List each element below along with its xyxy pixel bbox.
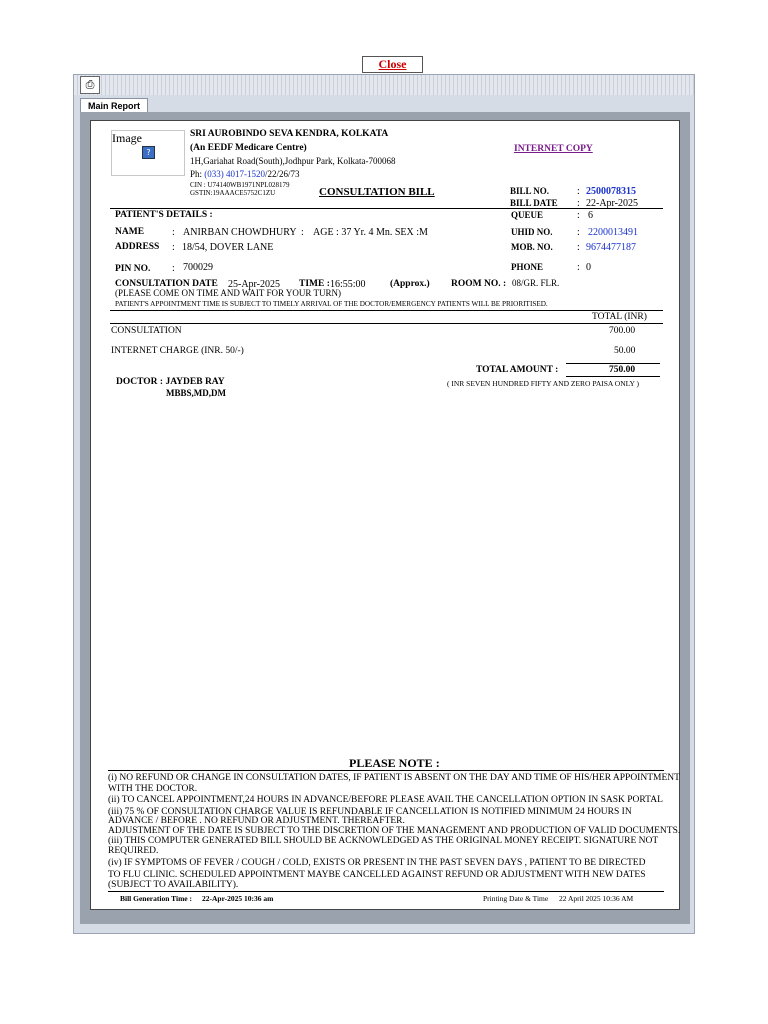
note-line: (iv) IF SYMPTOMS OF FEVER / COUGH / COLD, EXISTS OR PRESENT IN THE PAST SEVEN DAYS , PATIENT TO BE DIRECTED: [108, 858, 646, 868]
age-sex: AGE : 37 Yr. 4 Mn. SEX :M: [313, 227, 428, 238]
divider: [110, 310, 663, 311]
consultation-time: 16:55:00: [330, 279, 366, 290]
org-sub: (An EEDF Medicare Centre): [190, 143, 307, 153]
image-label: Image: [112, 131, 142, 145]
colon: :: [577, 210, 580, 221]
phone-rest: /22/26/73: [265, 169, 300, 179]
charge-amount: 700.00: [609, 326, 636, 336]
note-line: ADVANCE / BEFORE . NO REFUND OR ADJUSTMENT. THEREAFTER.: [108, 816, 405, 826]
bill-generation-label: Bill Generation Time :: [120, 894, 193, 903]
room: 08/GR. FLR.: [512, 278, 560, 288]
patient-address: 18/54, DOVER LANE: [182, 242, 274, 253]
note-line: (iii) 75 % OF CONSULTATION CHARGE VALUE IS REFUNDABLE IF CANCELLATION IS NOTIFIED MINIMUM 24 HOURS IN: [108, 807, 632, 817]
divider: [566, 363, 660, 364]
divider: [108, 891, 664, 892]
uhid-label: UHID NO.: [511, 227, 553, 237]
advice: (PLEASE COME ON TIME AND WAIT FOR YOUR TURN): [115, 288, 342, 298]
note-line: TO FLU CLINIC. SCHEDULED APPOINTMENT MAYBE CANCELLED AGAINST REFUND OR ADJUSTMENT WITH NEW DATES: [108, 870, 646, 880]
pin-label: PIN NO.: [115, 264, 151, 274]
note-line: (iii) THIS COMPUTER GENERATED BILL SHOULD BE ACKNOWLEDGED AS THE ORIGINAL MONEY RECEIPT. SIGNATURE NOT: [108, 836, 659, 846]
patient-section-label: PATIENT'S DETAILS :: [115, 210, 213, 220]
note-line: (ii) TO CANCEL APPOINTMENT,24 HOURS IN ADVANCE/BEFORE PLEASE AVAIL THE CANCELLATION OPTION IN SASK PORTAL: [108, 795, 663, 805]
colon: :: [577, 186, 580, 197]
doctor-name: DOCTOR : JAYDEB RAY: [116, 377, 225, 387]
divider: [108, 770, 664, 771]
org-address: 1H,Gariahat Road(South),Jodhpur Park, Kolkata-700068: [190, 156, 396, 166]
consultation-date: 25-Apr-2025: [228, 279, 281, 290]
total-amount: 750.00: [609, 365, 636, 375]
pin: 700029: [183, 262, 213, 273]
note-line: (SUBJECT TO AVAILABILITY).: [108, 880, 239, 890]
patient-name: ANIRBAN CHOWDHURY: [183, 227, 297, 238]
tab-main-report[interactable]: Main Report: [80, 98, 148, 114]
doctor-degrees: MBBS,MD,DM: [166, 388, 226, 398]
org-phone: [190, 169, 300, 180]
appointment-note: PATIENT'S APPOINTMENT TIME IS SUBJECT TO TIMELY ARRIVAL OF THE DOCTOR/EMERGENCY PATIENTS WILL BE PRIORITISED.: [115, 300, 548, 308]
viewer-toolbar: [74, 75, 694, 95]
org-name: SRI AUROBINDO SEVA KENDRA, KOLKATA: [190, 129, 389, 139]
missing-image-icon: ?: [142, 146, 155, 159]
bill-no-label: BILL NO.: [510, 186, 550, 196]
printing-time: 22 April 2025 10:36 AM: [559, 894, 634, 903]
gstin: GSTIN:19AAACE5752C1ZU: [190, 189, 276, 197]
colon: :: [172, 263, 175, 274]
colon: :: [301, 227, 304, 238]
internet-copy-label: INTERNET COPY: [514, 144, 593, 154]
phone-label: PHONE: [511, 262, 544, 272]
phone-prefix: Ph:: [190, 169, 203, 179]
consultation-date-label: CONSULTATION DATE: [115, 279, 218, 289]
time-label: TIME :: [299, 279, 330, 289]
close-button[interactable]: Close: [362, 56, 423, 73]
bill-date-label: BILL DATE: [510, 198, 558, 208]
colon: :: [172, 242, 175, 253]
printing-label: Printing Date & Time: [483, 894, 549, 903]
print-icon[interactable]: ⎙: [80, 76, 100, 94]
phone: 0: [586, 262, 591, 273]
charge-label: CONSULTATION: [111, 326, 182, 336]
bill-date: 22-Apr-2025: [586, 198, 639, 209]
phone-link[interactable]: (033) 4017-1520: [204, 169, 266, 179]
amount-in-words: ( INR SEVEN HUNDRED FIFTY AND ZERO PAISA ONLY ): [447, 379, 639, 388]
address-label: ADDRESS: [115, 242, 160, 252]
charge-amount: 50.00: [614, 346, 636, 356]
colon: :: [172, 227, 175, 238]
queue-label: QUEUE: [511, 210, 544, 220]
divider: [110, 208, 663, 209]
note-line: (i) NO REFUND OR CHANGE IN CONSULTATION DATES, IF PATIENT IS ABSENT ON THE DAY AND TIME OF HIS/HER APPOINTMENT: [108, 773, 680, 783]
total-inr-header: TOTAL (INR): [592, 312, 647, 322]
colon: :: [577, 227, 580, 238]
note-line: REQUIRED.: [108, 846, 159, 856]
note-line: ADJUSTMENT OF THE DATE IS SUBJECT TO THE DISCRETION OF THE MANAGEMENT AND PRODUCTION OF VALID DOCUMENTS.: [108, 826, 681, 836]
colon: :: [577, 242, 580, 253]
bill-generation-time: 22-Apr-2025 10:36 am: [202, 894, 274, 903]
divider: [566, 376, 660, 377]
note-line: WITH THE DOCTOR.: [108, 784, 198, 794]
queue: 6: [588, 210, 593, 221]
cin: CIN : U74140WB1971NPL028179: [190, 181, 290, 189]
total-amount-label: TOTAL AMOUNT :: [476, 365, 559, 375]
colon: :: [577, 262, 580, 273]
name-label: NAME: [115, 227, 145, 237]
charge-label: INTERNET CHARGE (INR. 50/-): [111, 346, 244, 356]
room-label: ROOM NO. :: [451, 279, 507, 289]
uhid: 2200013491: [588, 227, 638, 238]
doc-title: CONSULTATION BILL: [319, 186, 435, 198]
approx-label: (Approx.): [390, 279, 430, 289]
notes-title: PLEASE NOTE :: [349, 756, 440, 770]
mob-label: MOB. NO.: [511, 242, 553, 252]
mob: 9674477187: [586, 242, 636, 253]
divider: [110, 323, 663, 324]
colon: :: [577, 198, 580, 209]
bill-no: 2500078315: [586, 186, 636, 197]
